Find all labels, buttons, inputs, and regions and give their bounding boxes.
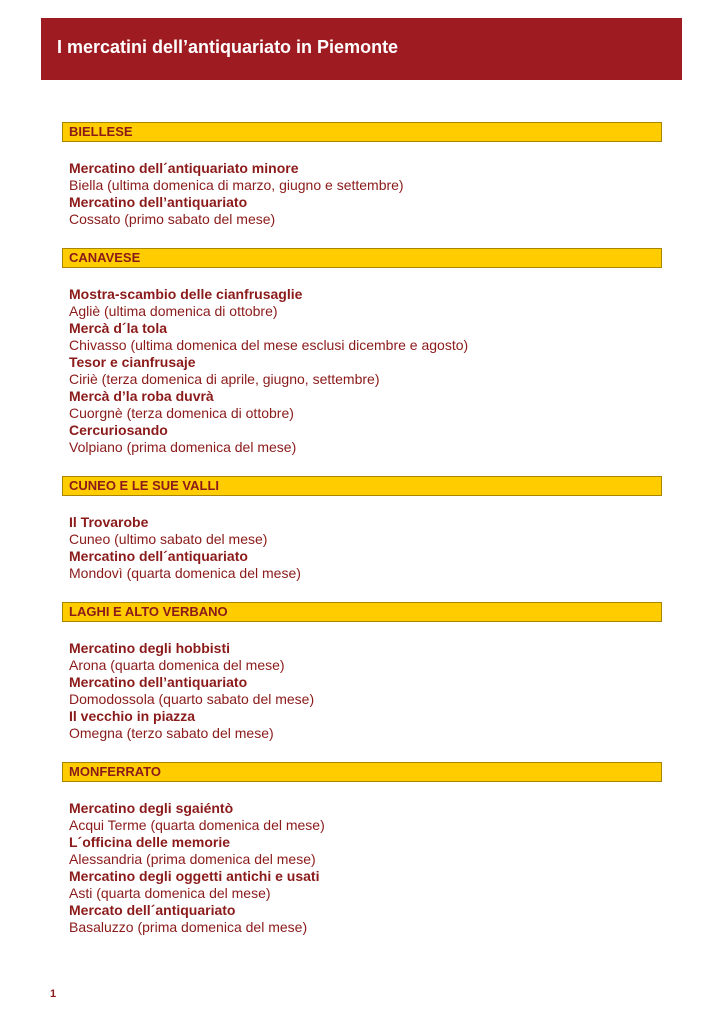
market-name: Mercatino degli sgaiéntò [69,800,234,816]
section-entries [62,160,662,228]
market-name: Il Trovarobe [69,514,149,530]
market-name: Cercuriosando [69,422,168,438]
section-biellese [62,122,662,228]
section-laghi [62,602,662,742]
section-header: BIELLESE [62,122,662,142]
market-name: L´officina delle memorie [69,834,231,850]
section-canavese [62,248,662,456]
market-list [62,122,662,956]
section-entries [62,640,662,742]
section-header: CANAVESE [62,248,662,268]
market-location-schedule: Volpiano (prima domenica del mese) [69,439,297,455]
market-name: Il vecchio in piazza [69,708,196,724]
market-name: Mercatino dell´antiquariato minore [69,160,299,176]
section-entries [62,800,662,936]
market-location-schedule: Alessandria (prima domenica del mese) [69,851,316,867]
market-location-schedule: Ciriè (terza domenica di aprile, giugno, settembre) [69,371,380,387]
market-location-schedule: Chivasso (ultima domenica del mese esclusi dicembre e agosto) [69,337,469,353]
section-entries [62,514,662,582]
market-name: Mercatino degli hobbisti [69,640,231,656]
market-name: Mercatino dell’antiquariato [69,674,248,690]
market-name: Mercatino dell´antiquariato [69,548,248,564]
header-band [41,18,682,80]
section-cuneo [62,476,662,582]
section-monferrato [62,762,662,936]
market-name: Mercato dell´antiquariato [69,902,236,918]
section-entries [62,286,662,456]
market-name: Mercatino degli oggetti antichi e usati [69,868,320,884]
section-header: CUNEO E LE SUE VALLI [62,476,662,496]
market-location-schedule: Cossato (primo sabato del mese) [69,211,276,227]
market-location-schedule: Biella (ultima domenica di marzo, giugno e settembre) [69,177,404,193]
market-location-schedule: Domodossola (quarto sabato del mese) [69,691,315,707]
market-location-schedule: Acqui Terme (quarta domenica del mese) [69,817,325,833]
market-name: Mercà d’la roba duvrà [69,388,214,404]
market-location-schedule: Mondovì (quarta domenica del mese) [69,565,301,581]
market-location-schedule: Asti (quarta domenica del mese) [69,885,271,901]
market-location-schedule: Cuneo (ultimo sabato del mese) [69,531,268,547]
market-location-schedule: Basaluzzo (prima domenica del mese) [69,919,308,935]
market-location-schedule: Agliè (ultima domenica di ottobre) [69,303,278,319]
market-name: Tesor e cianfrusaje [69,354,196,370]
page-number: 1 [50,988,57,1000]
market-location-schedule: Omegna (terzo sabato del mese) [69,725,274,741]
market-name: Mostra-scambio delle cianfrusaglie [69,286,303,302]
section-header: LAGHI E ALTO VERBANO [62,602,662,622]
page-title: I mercatini dell’antiquariato in Piemonte [57,37,399,57]
market-name: Mercatino dell’antiquariato [69,194,248,210]
market-name: Mercà d´la tola [69,320,168,336]
market-location-schedule: Cuorgnè (terza domenica di ottobre) [69,405,294,421]
section-header: MONFERRATO [62,762,662,782]
market-location-schedule: Arona (quarta domenica del mese) [69,657,285,673]
